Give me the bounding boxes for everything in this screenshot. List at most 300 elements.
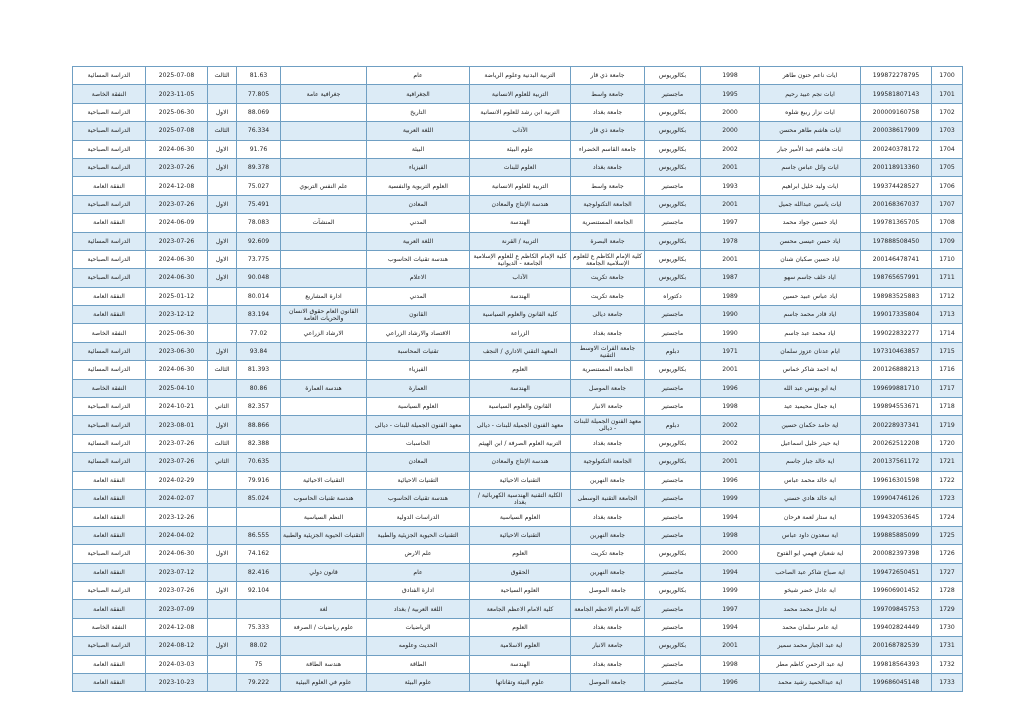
degree-cell: ماجستير — [645, 306, 701, 324]
study-type-cell: النفقة العامة — [73, 600, 146, 618]
rank-cell: الاول — [208, 250, 237, 268]
department-cell: اللغة العربية — [367, 122, 470, 140]
degree-cell: ماجستير — [645, 324, 701, 342]
row-number-cell: 1728 — [932, 581, 963, 599]
birth-year-cell: 1998 — [701, 67, 760, 85]
birth-year-cell: 1994 — [701, 508, 760, 526]
row-number-cell: 1732 — [932, 655, 963, 673]
graduation-date-cell: 2023-07-12 — [146, 563, 208, 581]
national-id-cell: 200126888213 — [861, 361, 932, 379]
college-cell: التربية للعلوم الانسانية — [470, 177, 571, 195]
full-name-cell: ايات وائل عباس جاسم — [760, 158, 861, 176]
full-name-cell: اية عادل خضر شيخو — [760, 581, 861, 599]
national-id-cell: 199581807143 — [861, 85, 932, 103]
national-id-cell: 200137561172 — [861, 453, 932, 471]
university-cell: جامعة تكريت — [571, 269, 645, 287]
table-row — [73, 655, 963, 673]
specialization-cell — [281, 67, 367, 85]
graduation-date-cell: 2023-06-30 — [146, 342, 208, 360]
specialization-cell — [281, 269, 367, 287]
average-cell: 82.388 — [237, 434, 281, 452]
university-cell: كلية الامام الاعظم الجامعة — [571, 600, 645, 618]
department-cell: تقنيات المحاسبة — [367, 342, 470, 360]
department-cell: عام — [367, 563, 470, 581]
study-type-cell: النفقة العامة — [73, 287, 146, 305]
table-row — [73, 563, 963, 581]
average-cell: 74.162 — [237, 545, 281, 563]
full-name-cell: اية عبد الجبار محمد سمير — [760, 637, 861, 655]
table-row — [73, 85, 963, 103]
graduation-date-cell: 2025-07-08 — [146, 67, 208, 85]
university-cell: جامعة بغداد — [571, 158, 645, 176]
rank-cell: الثاني — [208, 398, 237, 416]
degree-cell: ماجستير — [645, 655, 701, 673]
specialization-cell: قانون دولي — [281, 563, 367, 581]
birth-year-cell: 1997 — [701, 600, 760, 618]
full-name-cell: اية ابو يونس عبد الله — [760, 379, 861, 397]
birth-year-cell: 1998 — [701, 398, 760, 416]
national-id-cell: 199781365705 — [861, 214, 932, 232]
rank-cell: الاول — [208, 416, 237, 434]
department-cell: الرياضيات — [367, 618, 470, 636]
rank-cell: الاول — [208, 158, 237, 176]
table-row — [73, 398, 963, 416]
row-number-cell: 1725 — [932, 526, 963, 544]
table-row — [73, 67, 963, 85]
full-name-cell: اية خالد جبار جاسم — [760, 453, 861, 471]
degree-cell: ماجستير — [645, 673, 701, 691]
full-name-cell: اية عبد الرحمن كاظم مطر — [760, 655, 861, 673]
department-cell: ادارة الفنادق — [367, 581, 470, 599]
row-number-cell: 1710 — [932, 250, 963, 268]
full-name-cell: اياد قادر محمد جاسم — [760, 306, 861, 324]
department-cell: علم الارض — [367, 545, 470, 563]
average-cell: 89.378 — [237, 158, 281, 176]
specialization-cell — [281, 250, 367, 268]
national-id-cell: 200118913360 — [861, 158, 932, 176]
specialization-cell — [281, 434, 367, 452]
specialization-cell — [281, 158, 367, 176]
degree-cell: بكالوريوس — [645, 581, 701, 599]
college-cell: معهد الفنون الجميلة للبنات - ديالى — [470, 416, 571, 434]
birth-year-cell: 1990 — [701, 324, 760, 342]
college-cell: التقنيات الاحيائية — [470, 471, 571, 489]
full-name-cell: اية عادل محمد محمد — [760, 600, 861, 618]
national-id-cell: 200009160758 — [861, 103, 932, 121]
degree-cell: ماجستير — [645, 471, 701, 489]
department-cell: اللغة العربية — [367, 232, 470, 250]
university-cell: جامعة تكريت — [571, 545, 645, 563]
rank-cell — [208, 508, 237, 526]
birth-year-cell: 1993 — [701, 177, 760, 195]
graduation-date-cell: 2023-11-05 — [146, 85, 208, 103]
average-cell: 83.194 — [237, 306, 281, 324]
study-type-cell: النفقة العامة — [73, 214, 146, 232]
rank-cell — [208, 526, 237, 544]
table-row — [73, 416, 963, 434]
study-type-cell: النفقة العامة — [73, 655, 146, 673]
study-type-cell: الدراسة الصباحية — [73, 122, 146, 140]
birth-year-cell: 1989 — [701, 287, 760, 305]
specialization-cell: هندسة العمارة — [281, 379, 367, 397]
university-cell: جامعة واسط — [571, 177, 645, 195]
table-row — [73, 324, 963, 342]
specialization-cell: الارشاد الزراعي — [281, 324, 367, 342]
study-type-cell: الدراسة الصباحية — [73, 250, 146, 268]
row-number-cell: 1705 — [932, 158, 963, 176]
average-cell: 77.805 — [237, 85, 281, 103]
row-number-cell: 1708 — [932, 214, 963, 232]
study-type-cell: النفقة الخاصة — [73, 324, 146, 342]
rank-cell: الاول — [208, 581, 237, 599]
table-row — [73, 140, 963, 158]
graduation-date-cell: 2023-07-26 — [146, 232, 208, 250]
study-type-cell: الدراسة المسائية — [73, 453, 146, 471]
full-name-cell: اياد حسين جواد محمد — [760, 214, 861, 232]
average-cell: 73.775 — [237, 250, 281, 268]
birth-year-cell: 1996 — [701, 471, 760, 489]
degree-cell: بكالوريوس — [645, 232, 701, 250]
row-number-cell: 1726 — [932, 545, 963, 563]
national-id-cell: 197310463857 — [861, 342, 932, 360]
specialization-cell: التقنيات الحيوية الجزيئية والطبية — [281, 526, 367, 544]
college-cell: كلية الامام الاعظم الجامعة — [470, 600, 571, 618]
average-cell: 92.104 — [237, 581, 281, 599]
department-cell: القانون — [367, 306, 470, 324]
degree-cell: ماجستير — [645, 214, 701, 232]
graduation-date-cell: 2024-06-30 — [146, 140, 208, 158]
department-cell: الفيزياء — [367, 158, 470, 176]
national-id-cell: 200082397398 — [861, 545, 932, 563]
full-name-cell: ايات نزار ربيع شلوه — [760, 103, 861, 121]
national-id-cell: 199606901452 — [861, 581, 932, 599]
specialization-cell — [281, 398, 367, 416]
college-cell: الهندسة — [470, 214, 571, 232]
graduation-date-cell: 2024-02-29 — [146, 471, 208, 489]
national-id-cell: 200240378172 — [861, 140, 932, 158]
university-cell: جامعة القاسم الخضراء — [571, 140, 645, 158]
degree-cell: ماجستير — [645, 618, 701, 636]
national-id-cell: 200168367037 — [861, 195, 932, 213]
national-id-cell: 199022832277 — [861, 324, 932, 342]
department-cell: معهد الفنون الجميلة للبنات - ديالى — [367, 416, 470, 434]
birth-year-cell: 1999 — [701, 581, 760, 599]
college-cell: الآداب — [470, 269, 571, 287]
row-number-cell: 1709 — [932, 232, 963, 250]
study-type-cell: الدراسة الصباحية — [73, 269, 146, 287]
row-number-cell: 1713 — [932, 306, 963, 324]
degree-cell: ماجستير — [645, 508, 701, 526]
table-row — [73, 508, 963, 526]
row-number-cell: 1720 — [932, 434, 963, 452]
college-cell: علوم البيئة — [470, 140, 571, 158]
full-name-cell: اية عبدالحميد رشيد محمد — [760, 673, 861, 691]
birth-year-cell: 2001 — [701, 637, 760, 655]
university-cell: جامعة الفرات الاوسط التقنية — [571, 342, 645, 360]
table-row — [73, 581, 963, 599]
birth-year-cell: 2001 — [701, 195, 760, 213]
rank-cell — [208, 214, 237, 232]
row-number-cell: 1729 — [932, 600, 963, 618]
department-cell: هندسة تقنيات الحاسوب — [367, 250, 470, 268]
degree-cell: ماجستير — [645, 489, 701, 507]
full-name-cell: اية شعبان فهمي ابو الفتوح — [760, 545, 861, 563]
college-cell: الهندسة — [470, 655, 571, 673]
rank-cell: الاول — [208, 195, 237, 213]
birth-year-cell: 1994 — [701, 618, 760, 636]
department-cell: التاريخ — [367, 103, 470, 121]
university-cell: جامعة ذي قار — [571, 67, 645, 85]
university-cell: جامعة بغداد — [571, 508, 645, 526]
degree-cell: ماجستير — [645, 600, 701, 618]
birth-year-cell: 1997 — [701, 214, 760, 232]
national-id-cell: 199432053645 — [861, 508, 932, 526]
table-row — [73, 269, 963, 287]
degree-cell: بكالوريوس — [645, 453, 701, 471]
graduation-date-cell: 2023-08-01 — [146, 416, 208, 434]
national-id-cell: 199686045148 — [861, 673, 932, 691]
full-name-cell: ايات نجم عبيد رحيم — [760, 85, 861, 103]
degree-cell: بكالوريوس — [645, 361, 701, 379]
records-table-body — [73, 67, 963, 692]
average-cell: 75.027 — [237, 177, 281, 195]
college-cell: العلوم الاسلامية — [470, 637, 571, 655]
university-cell: جامعة ذي قار — [571, 122, 645, 140]
birth-year-cell: 1995 — [701, 85, 760, 103]
table-row — [73, 232, 963, 250]
rank-cell: الثالث — [208, 434, 237, 452]
study-type-cell: الدراسة المسائية — [73, 232, 146, 250]
row-number-cell: 1730 — [932, 618, 963, 636]
full-name-cell: ايات هاشم عبد الأمير جبار — [760, 140, 861, 158]
graduation-date-cell: 2024-03-03 — [146, 655, 208, 673]
college-cell: العلوم — [470, 361, 571, 379]
birth-year-cell: 2001 — [701, 453, 760, 471]
college-cell: الهندسة — [470, 287, 571, 305]
college-cell: العلوم للبنات — [470, 158, 571, 176]
row-number-cell: 1716 — [932, 361, 963, 379]
table-row — [73, 471, 963, 489]
department-cell: العلوم السياسية — [367, 398, 470, 416]
table-row — [73, 637, 963, 655]
graduation-date-cell: 2023-07-26 — [146, 195, 208, 213]
degree-cell: ماجستير — [645, 379, 701, 397]
rank-cell — [208, 306, 237, 324]
study-type-cell: الدراسة المسائية — [73, 342, 146, 360]
graduation-date-cell: 2024-06-09 — [146, 214, 208, 232]
university-cell: جامعة ديالى — [571, 306, 645, 324]
graduation-date-cell: 2024-06-30 — [146, 269, 208, 287]
row-number-cell: 1723 — [932, 489, 963, 507]
university-cell: جامعة واسط — [571, 85, 645, 103]
rank-cell: الثالث — [208, 67, 237, 85]
department-cell: الدراسات الدولية — [367, 508, 470, 526]
college-cell: العلوم السياحية — [470, 581, 571, 599]
graduation-date-cell: 2023-07-26 — [146, 434, 208, 452]
national-id-cell: 199616301598 — [861, 471, 932, 489]
graduation-date-cell: 2024-12-08 — [146, 177, 208, 195]
university-cell: جامعة بغداد — [571, 655, 645, 673]
study-type-cell: النفقة الخاصة — [73, 379, 146, 397]
graduation-date-cell: 2023-07-09 — [146, 600, 208, 618]
full-name-cell: ايام عدنان عزوز سلمان — [760, 342, 861, 360]
table-row — [73, 361, 963, 379]
table-row — [73, 103, 963, 121]
average-cell: 88.866 — [237, 416, 281, 434]
birth-year-cell: 2002 — [701, 434, 760, 452]
department-cell: الاعلام — [367, 269, 470, 287]
graduation-date-cell: 2023-12-26 — [146, 508, 208, 526]
rank-cell: الثالث — [208, 122, 237, 140]
graduation-date-cell: 2024-06-30 — [146, 361, 208, 379]
university-cell: جامعة الموصل — [571, 581, 645, 599]
row-number-cell: 1712 — [932, 287, 963, 305]
graduation-date-cell: 2024-08-12 — [146, 637, 208, 655]
university-cell: جامعة الانبار — [571, 637, 645, 655]
full-name-cell: اية سعدون داود عباس — [760, 526, 861, 544]
university-cell: جامعة بغداد — [571, 618, 645, 636]
specialization-cell: علوم رياضيات / الصرفة — [281, 618, 367, 636]
specialization-cell — [281, 416, 367, 434]
department-cell: العلوم التربوية والنفسية — [367, 177, 470, 195]
national-id-cell: 197888508450 — [861, 232, 932, 250]
rank-cell: الثالث — [208, 361, 237, 379]
specialization-cell: لغة — [281, 600, 367, 618]
specialization-cell: هندسة الطاقة — [281, 655, 367, 673]
rank-cell — [208, 85, 237, 103]
table-row — [73, 195, 963, 213]
average-cell: 79.222 — [237, 673, 281, 691]
graduation-date-cell: 2025-01-12 — [146, 287, 208, 305]
table-row — [73, 600, 963, 618]
rank-cell — [208, 673, 237, 691]
rank-cell: الاول — [208, 545, 237, 563]
college-cell: العلوم — [470, 545, 571, 563]
graduation-date-cell: 2024-04-02 — [146, 526, 208, 544]
full-name-cell: اية احمد شاكر خماس — [760, 361, 861, 379]
graduation-date-cell: 2023-07-26 — [146, 158, 208, 176]
rank-cell — [208, 618, 237, 636]
full-name-cell: اياد عباس عبيد حسين — [760, 287, 861, 305]
graduation-date-cell: 2025-07-08 — [146, 122, 208, 140]
national-id-cell: 198765657991 — [861, 269, 932, 287]
study-type-cell: النفقة العامة — [73, 508, 146, 526]
university-cell: معهد الفنون الجميلة للبنات - ديالى — [571, 416, 645, 434]
specialization-cell: النظم السياسية — [281, 508, 367, 526]
row-number-cell: 1718 — [932, 398, 963, 416]
study-type-cell: النفقة العامة — [73, 489, 146, 507]
specialization-cell — [281, 140, 367, 158]
full-name-cell: اية خالد محمد عباس — [760, 471, 861, 489]
row-number-cell: 1721 — [932, 453, 963, 471]
university-cell: جامعة تكريت — [571, 287, 645, 305]
national-id-cell: 200228937341 — [861, 416, 932, 434]
college-cell: الكلية التقنية الهندسية الكهربائية / بغداد — [470, 489, 571, 507]
records-table — [72, 66, 963, 692]
study-type-cell: الدراسة الصباحية — [73, 103, 146, 121]
rank-cell — [208, 177, 237, 195]
degree-cell: ماجستير — [645, 85, 701, 103]
rank-cell — [208, 563, 237, 581]
row-number-cell: 1722 — [932, 471, 963, 489]
study-type-cell: النفقة العامة — [73, 673, 146, 691]
rank-cell: الاول — [208, 637, 237, 655]
national-id-cell: 199374428527 — [861, 177, 932, 195]
department-cell: البيئة — [367, 140, 470, 158]
birth-year-cell: 1987 — [701, 269, 760, 287]
average-cell: 79.916 — [237, 471, 281, 489]
study-type-cell: الدراسة المسائية — [73, 434, 146, 452]
college-cell: التربية / القرنة — [470, 232, 571, 250]
department-cell: الطاقة — [367, 655, 470, 673]
full-name-cell: اياد محمد عبد جاسم — [760, 324, 861, 342]
average-cell: 70.635 — [237, 453, 281, 471]
specialization-cell: هندسة تقنيات الحاسوب — [281, 489, 367, 507]
college-cell: هندسة الإنتاج والمعادن — [470, 195, 571, 213]
average-cell: 90.048 — [237, 269, 281, 287]
degree-cell: بكالوريوس — [645, 545, 701, 563]
university-cell: جامعة الموصل — [571, 673, 645, 691]
department-cell: التقنيات الحيوية الجزيئية والطبية — [367, 526, 470, 544]
degree-cell: بكالوريوس — [645, 103, 701, 121]
average-cell: 91.76 — [237, 140, 281, 158]
graduation-date-cell: 2023-12-12 — [146, 306, 208, 324]
university-cell: كلية الإمام الكاظم ع للعلوم الإسلامية الجامعة — [571, 250, 645, 268]
college-cell: الزراعة — [470, 324, 571, 342]
rank-cell: الاول — [208, 269, 237, 287]
college-cell: العلوم — [470, 618, 571, 636]
average-cell: 88.02 — [237, 637, 281, 655]
birth-year-cell: 1971 — [701, 342, 760, 360]
birth-year-cell: 2002 — [701, 416, 760, 434]
rank-cell — [208, 287, 237, 305]
degree-cell: ماجستير — [645, 177, 701, 195]
average-cell: 82.357 — [237, 398, 281, 416]
birth-year-cell: 1998 — [701, 526, 760, 544]
birth-year-cell: 1994 — [701, 563, 760, 581]
row-number-cell: 1724 — [932, 508, 963, 526]
full-name-cell: اية جمال محيميد عيد — [760, 398, 861, 416]
rank-cell — [208, 600, 237, 618]
study-type-cell: النفقة الخاصة — [73, 618, 146, 636]
college-cell: القانون والعلوم السياسية — [470, 398, 571, 416]
study-type-cell: النفقة العامة — [73, 471, 146, 489]
department-cell: التقنيات الاحيائية — [367, 471, 470, 489]
birth-year-cell: 2001 — [701, 361, 760, 379]
department-cell: عام — [367, 67, 470, 85]
average-cell: 85.024 — [237, 489, 281, 507]
specialization-cell — [281, 232, 367, 250]
university-cell: جامعة البصرة — [571, 232, 645, 250]
table-row — [73, 453, 963, 471]
table-row — [73, 177, 963, 195]
average-cell: 81.63 — [237, 67, 281, 85]
national-id-cell: 199894553671 — [861, 398, 932, 416]
average-cell — [237, 508, 281, 526]
department-cell: الفيزياء — [367, 361, 470, 379]
national-id-cell: 199885885099 — [861, 526, 932, 544]
study-type-cell: الدراسة الصباحية — [73, 195, 146, 213]
university-cell: الجامعة المستنصرية — [571, 361, 645, 379]
study-type-cell: الدراسة المسائية — [73, 361, 146, 379]
college-cell: كلية الإمام الكاظم ع للعلوم الإسلامية الجامعة - الديوانية — [470, 250, 571, 268]
table-row — [73, 250, 963, 268]
table-row — [73, 306, 963, 324]
specialization-cell — [281, 122, 367, 140]
study-type-cell: الدراسة المسائية — [73, 67, 146, 85]
department-cell: هندسة تقنيات الحاسوب — [367, 489, 470, 507]
specialization-cell: علوم في العلوم البيئية — [281, 673, 367, 691]
